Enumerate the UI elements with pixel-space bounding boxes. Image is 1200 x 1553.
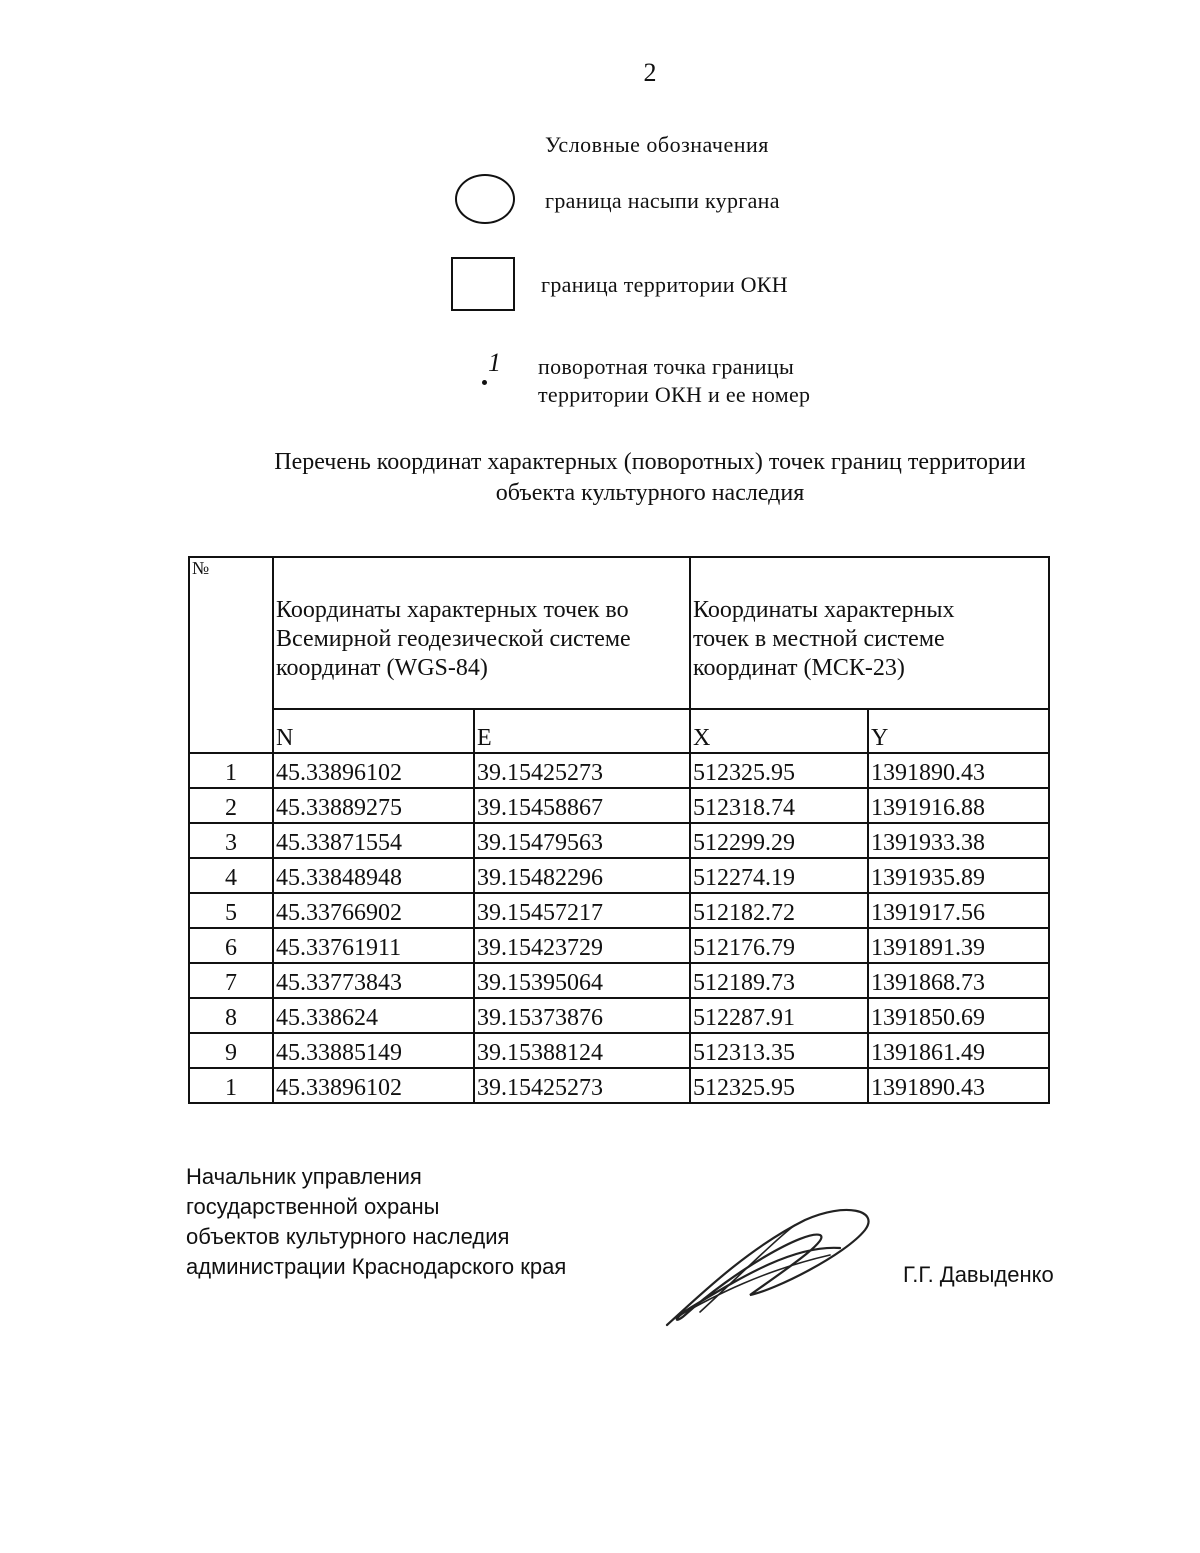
signatory-position	[186, 1162, 566, 1282]
handwritten-signature	[655, 1200, 885, 1335]
cell-y: 1391933.38	[868, 823, 1049, 858]
table-row	[189, 963, 1049, 998]
signatory-name: Г.Г. Давыденко	[903, 1262, 1054, 1287]
header-wgs84-line1: Координаты характерных точек во	[276, 597, 629, 623]
legend-square-symbol	[451, 257, 515, 311]
cell-y: 1391890.43	[868, 753, 1049, 788]
legend-circle-symbol	[455, 174, 515, 224]
table-row	[189, 753, 1049, 788]
legend-item-territory-boundary: граница территории ОКН	[541, 272, 788, 297]
cell-y: 1391890.43	[868, 1068, 1049, 1103]
page-number: 2	[643, 58, 657, 87]
signatory-position-line2: государственной охраны	[186, 1194, 440, 1219]
table-heading	[160, 447, 1140, 509]
cell-n: 45.33773843	[273, 963, 474, 998]
cell-no: 3	[189, 823, 273, 858]
legend-item-turning-point-line2: территории ОКН и ее номер	[538, 382, 811, 407]
header-e: E	[474, 709, 690, 753]
signatory-position-line3: объектов культурного наследия	[186, 1224, 510, 1249]
cell-n: 45.33885149	[273, 1033, 474, 1068]
signatory-position-line4: администрации Краснодарского края	[186, 1254, 567, 1279]
legend-point-number: 1	[488, 348, 501, 377]
cell-e: 39.15425273	[474, 1068, 690, 1103]
header-y: Y	[868, 709, 1049, 753]
cell-e: 39.15395064	[474, 963, 690, 998]
cell-x: 512189.73	[690, 963, 868, 998]
cell-e: 39.15423729	[474, 928, 690, 963]
legend-item-mound-boundary: граница насыпи кургана	[545, 188, 780, 213]
cell-e: 39.15373876	[474, 998, 690, 1033]
cell-n: 45.33766902	[273, 893, 474, 928]
table-row	[189, 1068, 1049, 1103]
cell-y: 1391916.88	[868, 788, 1049, 823]
header-msk23-line1: Координаты характерных	[693, 597, 955, 623]
cell-n: 45.338624	[273, 998, 474, 1033]
table-heading-line2: объекта культурного наследия	[495, 480, 805, 506]
signatory-position-line1: Начальник управления	[186, 1164, 422, 1189]
cell-x: 512299.29	[690, 823, 868, 858]
cell-no: 2	[189, 788, 273, 823]
legend-point-dot-icon	[482, 380, 487, 385]
cell-x: 512325.95	[690, 753, 868, 788]
table-header-row	[189, 557, 1049, 709]
coordinates-table	[188, 556, 1050, 1104]
header-msk23-line2: точек в местной системе	[693, 626, 945, 652]
cell-x: 512318.74	[690, 788, 868, 823]
header-wgs84	[273, 557, 690, 709]
cell-no: 4	[189, 858, 273, 893]
cell-no: 1	[189, 753, 273, 788]
cell-e: 39.15479563	[474, 823, 690, 858]
table-row	[189, 823, 1049, 858]
header-wgs84-line2: Всемирной геодезической системе	[276, 626, 631, 652]
header-msk23	[690, 557, 1049, 709]
cell-e: 39.15457217	[474, 893, 690, 928]
cell-x: 512325.95	[690, 1068, 868, 1103]
cell-n: 45.33871554	[273, 823, 474, 858]
table-heading-line1: Перечень координат характерных (поворотных) точек границ территории	[274, 449, 1026, 475]
table-row	[189, 1033, 1049, 1068]
header-wgs84-line3: координат (WGS-84)	[276, 655, 488, 681]
header-x: X	[690, 709, 868, 753]
cell-y: 1391868.73	[868, 963, 1049, 998]
cell-no: 1	[189, 1068, 273, 1103]
legend-title: Условные обозначения	[545, 132, 769, 157]
cell-x: 512287.91	[690, 998, 868, 1033]
cell-x: 512274.19	[690, 858, 868, 893]
table-subheader-row	[189, 709, 1049, 753]
cell-y: 1391861.49	[868, 1033, 1049, 1068]
cell-n: 45.33889275	[273, 788, 474, 823]
cell-x: 512313.35	[690, 1033, 868, 1068]
cell-n: 45.33896102	[273, 1068, 474, 1103]
table-row	[189, 893, 1049, 928]
cell-no: 7	[189, 963, 273, 998]
table-row	[189, 998, 1049, 1033]
cell-e: 39.15388124	[474, 1033, 690, 1068]
cell-no: 6	[189, 928, 273, 963]
cell-no: 5	[189, 893, 273, 928]
cell-e: 39.15482296	[474, 858, 690, 893]
cell-x: 512182.72	[690, 893, 868, 928]
cell-x: 512176.79	[690, 928, 868, 963]
header-n: N	[273, 709, 474, 753]
cell-y: 1391935.89	[868, 858, 1049, 893]
header-msk23-line3: координат (МСК-23)	[693, 655, 905, 681]
cell-no: 9	[189, 1033, 273, 1068]
cell-e: 39.15458867	[474, 788, 690, 823]
cell-y: 1391917.56	[868, 893, 1049, 928]
table-row	[189, 858, 1049, 893]
header-number: №	[189, 557, 273, 753]
cell-y: 1391850.69	[868, 998, 1049, 1033]
table-row	[189, 788, 1049, 823]
cell-n: 45.33848948	[273, 858, 474, 893]
cell-n: 45.33761911	[273, 928, 474, 963]
table-row	[189, 928, 1049, 963]
cell-no: 8	[189, 998, 273, 1033]
cell-n: 45.33896102	[273, 753, 474, 788]
cell-e: 39.15425273	[474, 753, 690, 788]
cell-y: 1391891.39	[868, 928, 1049, 963]
legend-item-turning-point-line1: поворотная точка границы	[538, 354, 795, 379]
